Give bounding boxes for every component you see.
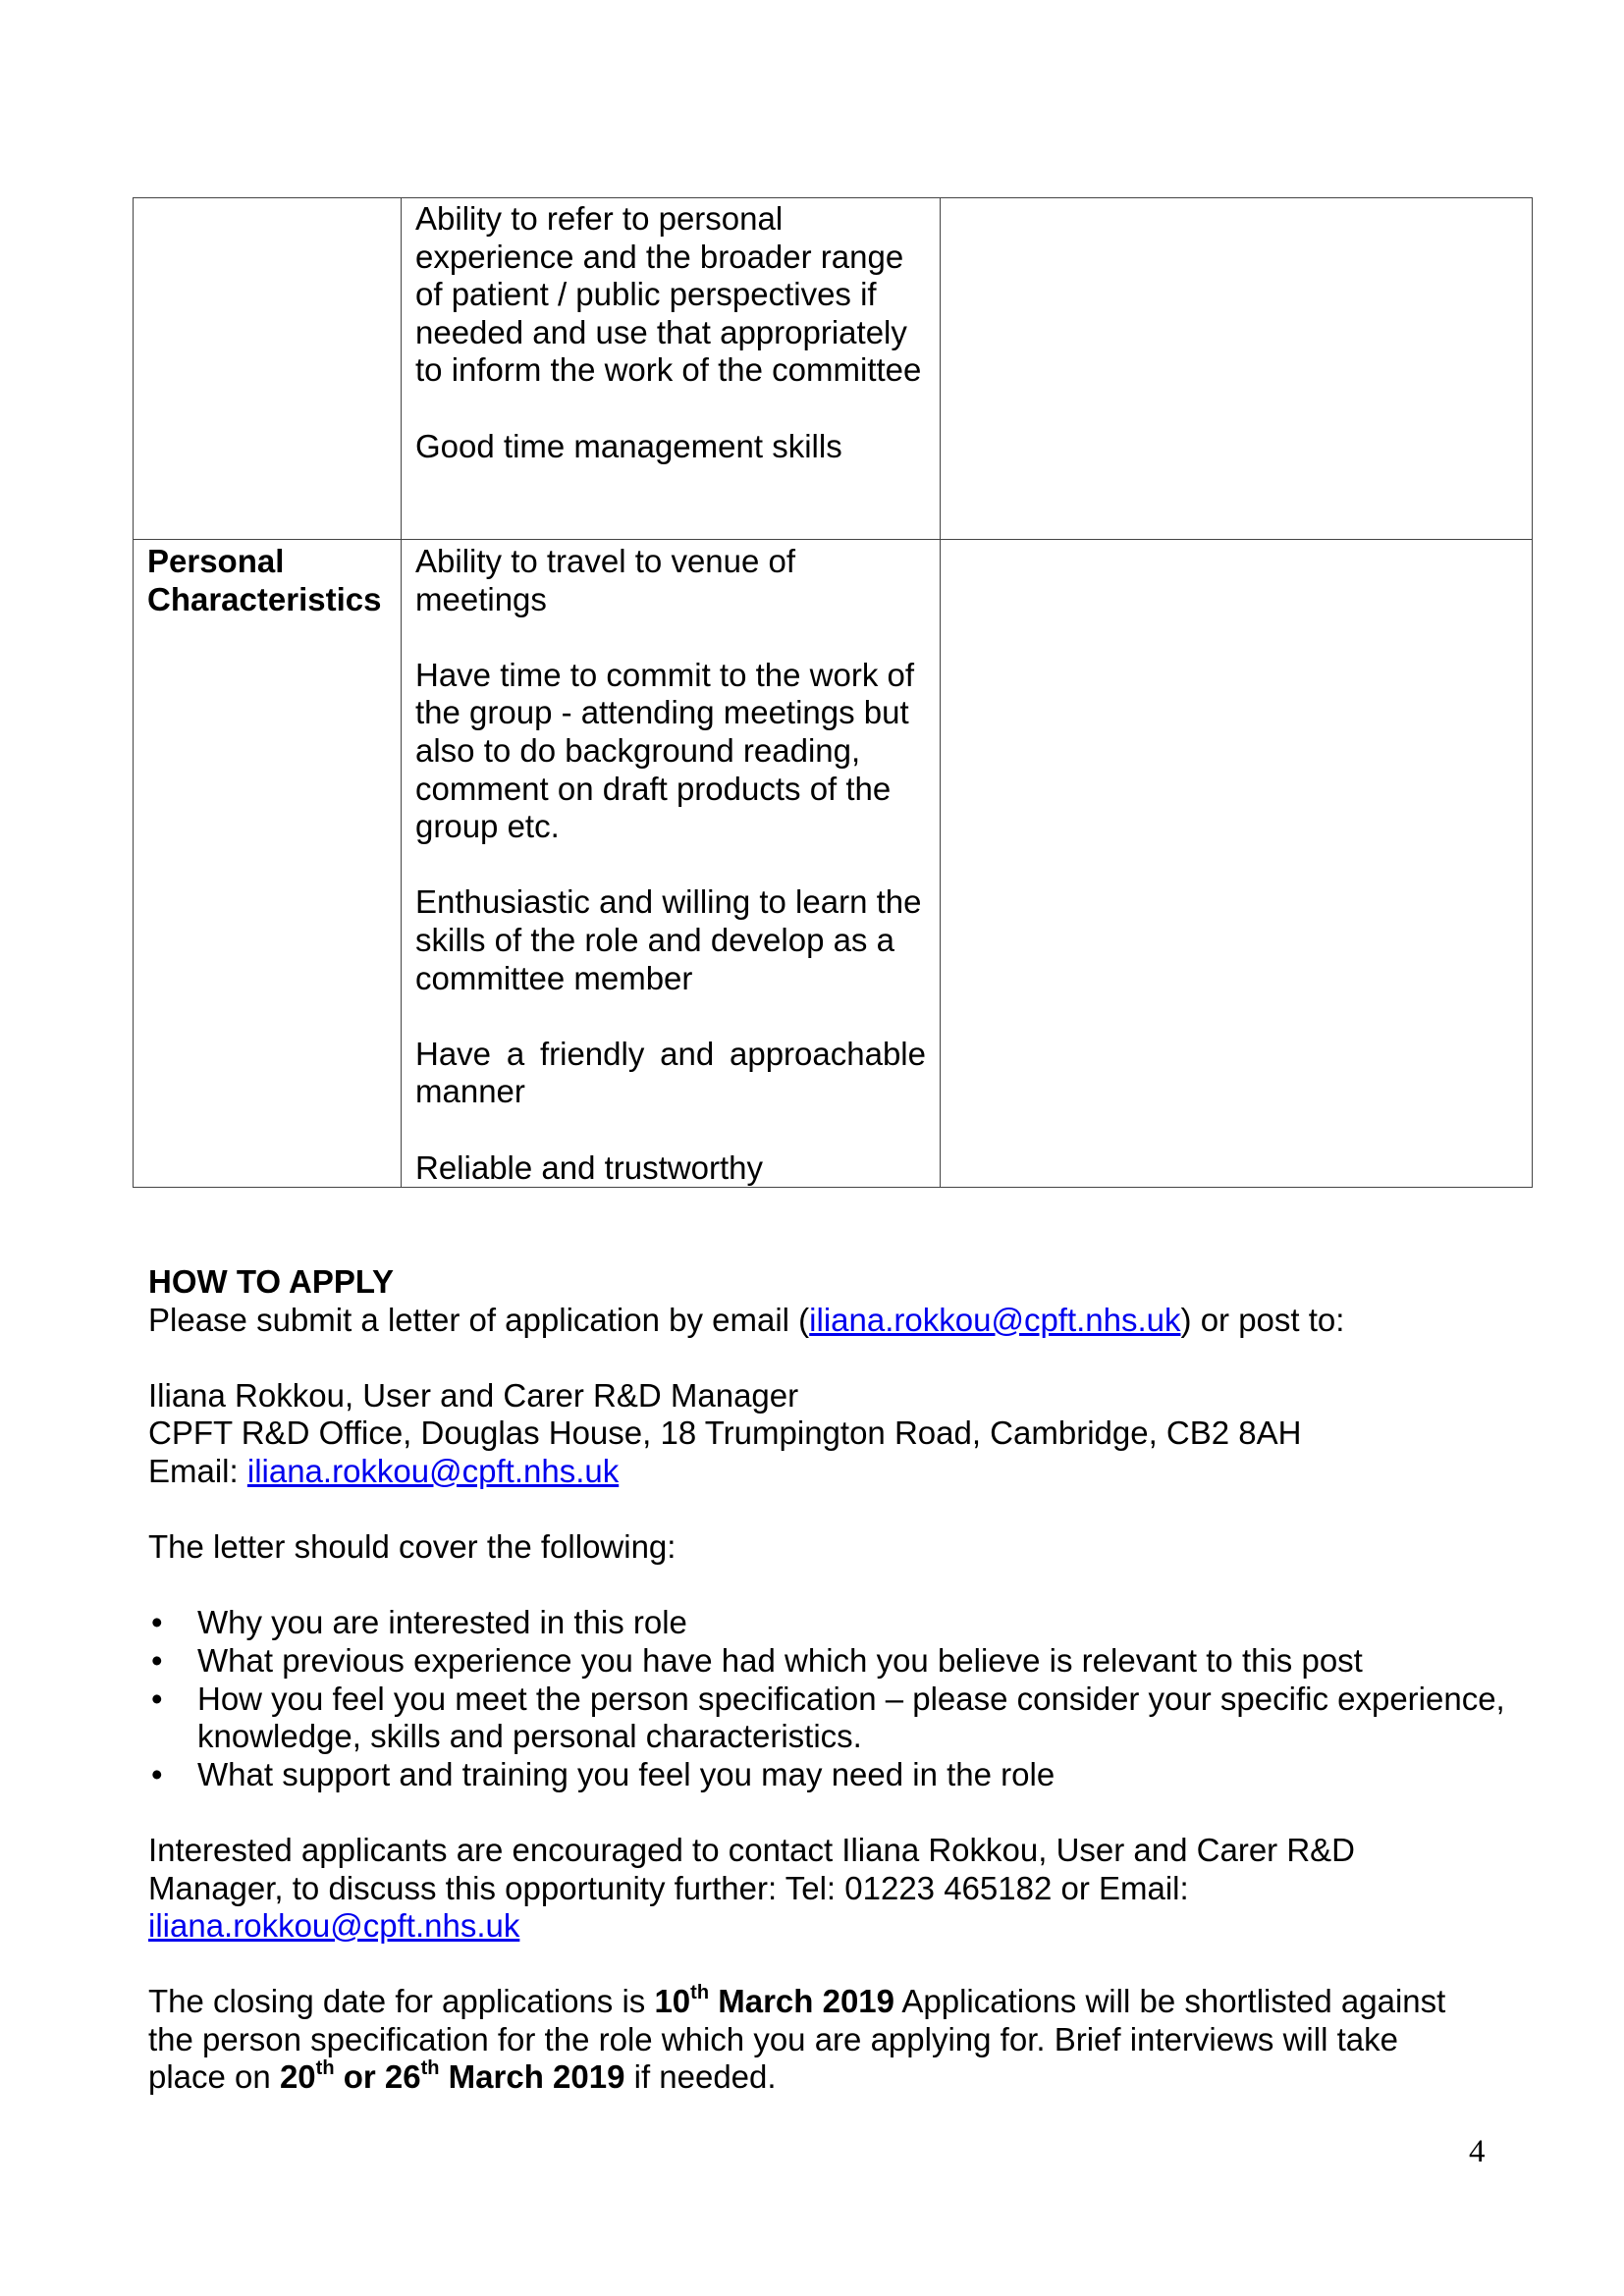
closing-text: place on: [148, 2058, 280, 2096]
table-row: [134, 198, 1533, 540]
closing-line: the person specification for the role which you are applying for. Brief interviews will take: [148, 2020, 1398, 2057]
list-item: [148, 1642, 1523, 1681]
interested-paragraph-line: Manager, to discuss this opportunity further: Tel: 01223 465182 or Email:: [148, 1869, 1189, 1906]
list-item-text: What support and training you feel you may need in the role: [197, 1755, 1056, 1792]
criterion-text: Reliable and trustworthy: [415, 1148, 764, 1186]
interested-email-line: [148, 1907, 1523, 1946]
list-item: [148, 1681, 1523, 1756]
date-day: 10: [654, 1983, 691, 2020]
criterion-text: Have time to commit to the work of the group - attending meetings but also to do background reading, comment on draft products of the group etc.: [415, 656, 915, 845]
closing-text: if needed.: [624, 2058, 777, 2096]
date-rest: March 2019: [439, 2058, 625, 2096]
closing-date-line: [148, 1983, 1523, 2021]
list-item: [148, 1604, 1523, 1642]
criterion-text: Ability to refer to personal experience and the broader range of patient / public perspectives if needed and use that appropriately to inform the work of the committee: [415, 200, 922, 389]
letter-requirements-list: [148, 1604, 1523, 1793]
contact-name: Iliana Rokkou, User and Carer R&D Manager: [148, 1376, 799, 1414]
criterion-text: Have a friendly and approachable manner: [415, 1035, 926, 1110]
table-row: [134, 540, 1533, 1188]
list-item: [148, 1756, 1523, 1794]
date-day: or 26: [334, 2058, 421, 2096]
bullet-icon: •: [151, 1755, 163, 1792]
table-cell-category: [134, 540, 402, 1188]
email-label: Email:: [148, 1452, 247, 1489]
person-specification-table: [133, 197, 1533, 1188]
page-number: 4: [1469, 2134, 1486, 2169]
interview-dates: [280, 2058, 625, 2095]
date-rest: March 2019: [709, 1983, 895, 2020]
table-cell-category: [134, 198, 402, 540]
contact-address: CPFT R&D Office, Douglas House, 18 Trumpington Road, Cambridge, CB2 8AH: [148, 1415, 1302, 1452]
intro-text: Please submit a letter of application by email (: [148, 1301, 810, 1338]
interested-paragraph-line: Interested applicants are encouraged to contact Iliana Rokkou, User and Carer R&D: [148, 1831, 1356, 1868]
date-suffix: th: [420, 2057, 440, 2080]
interview-date-line: [148, 2058, 1523, 2097]
intro-paragraph: [148, 1302, 1523, 1340]
email-link[interactable]: iliana.rokkou@cpft.nhs.uk: [246, 1452, 620, 1489]
category-label-line: Characteristics: [147, 580, 382, 617]
contact-email-line: [148, 1453, 1523, 1491]
criterion-text: Enthusiastic and willing to learn the skills of the role and develop as a committee member: [415, 883, 922, 996]
section-heading: HOW TO APPLY: [148, 1263, 394, 1300]
list-item-text: What previous experience you have had which you believe is relevant to this post: [197, 1641, 1363, 1679]
table-cell-essential: [402, 198, 941, 540]
bullet-icon: •: [151, 1641, 163, 1679]
table-cell-essential: [402, 540, 941, 1188]
criterion-text: Ability to travel to venue of meetings: [415, 543, 796, 617]
bullet-icon: •: [151, 1680, 163, 1717]
list-item-text: Why you are interested in this role: [197, 1604, 687, 1641]
email-link[interactable]: iliana.rokkou@cpft.nhs.uk: [148, 1907, 520, 1945]
date-suffix: th: [315, 2057, 335, 2080]
how-to-apply-section: [148, 1263, 1523, 2097]
date-day: 20: [279, 2058, 316, 2096]
table-cell-desirable: [941, 540, 1533, 1188]
closing-text: The closing date for applications is: [148, 1983, 655, 2020]
email-link[interactable]: iliana.rokkou@cpft.nhs.uk: [809, 1301, 1181, 1338]
criterion-text: Good time management skills: [415, 427, 842, 464]
intro-text: ) or post to:: [1180, 1301, 1345, 1338]
table-cell-desirable: [941, 198, 1533, 540]
bullet-icon: •: [151, 1604, 163, 1641]
date-suffix: th: [690, 1982, 710, 2004]
category-label-line: Personal: [147, 543, 285, 579]
list-item-text: How you feel you meet the person specification – please consider your specific experience, knowledge, skills and personal characteristics.: [197, 1680, 1505, 1755]
closing-text: Applications will be shortlisted against: [894, 1983, 1446, 2020]
closing-date: [654, 1983, 894, 2019]
letter-intro: The letter should cover the following:: [148, 1528, 677, 1566]
